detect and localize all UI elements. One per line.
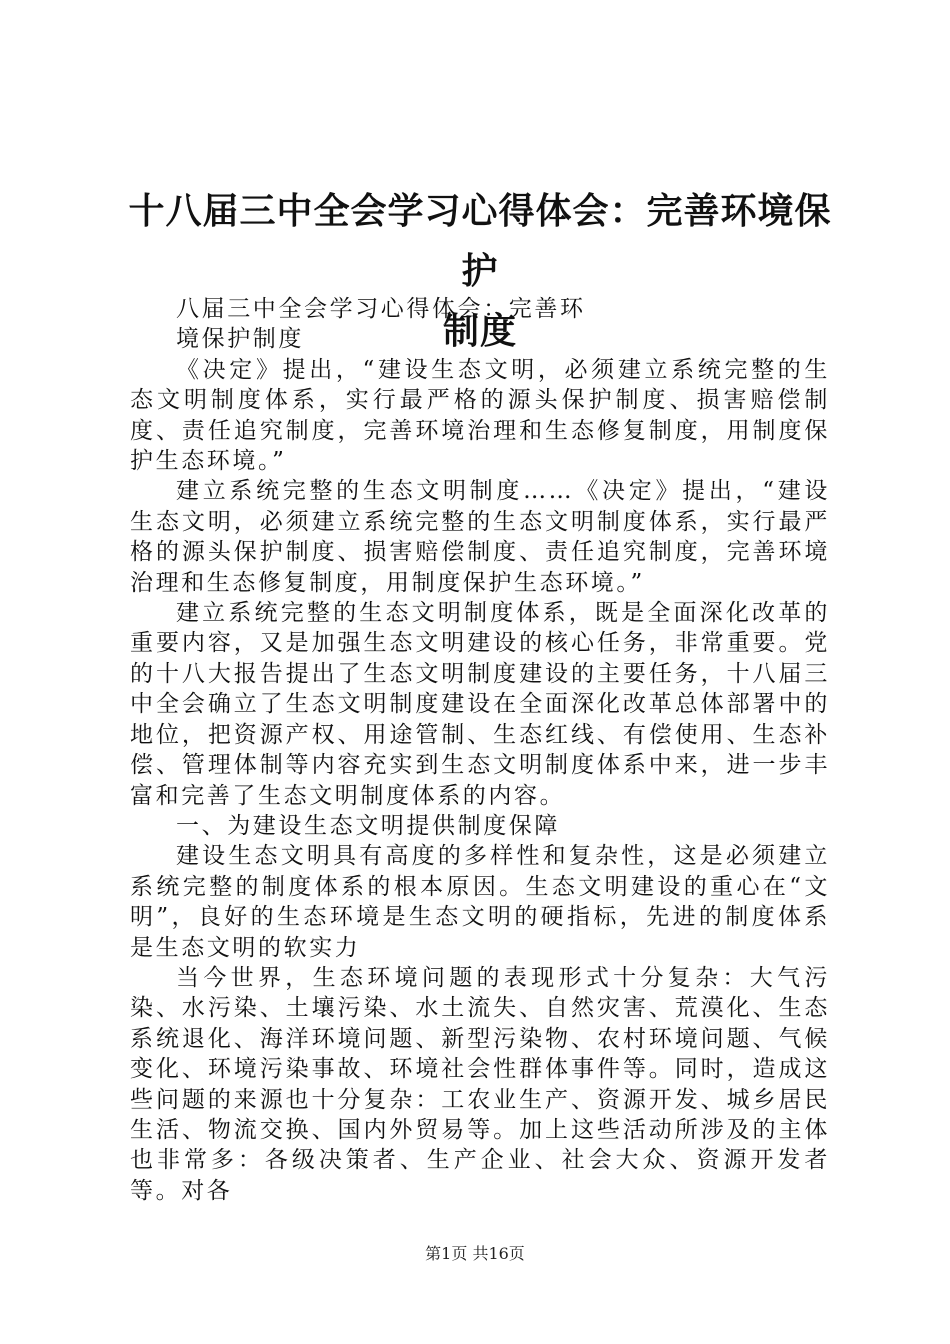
section-heading: 一、为建设生态文明提供制度保障 bbox=[176, 812, 560, 839]
subtitle-line-2: 境保护制度 bbox=[176, 326, 304, 353]
paragraph: 建立系统完整的生态文明制度体系，既是全面深化改革的重要内容，又是加强生态文明建设的核心任务，非常重要。党的十八大报告提出了生态文明制度建设的主要任务，十八届三中全会确立了生态文明制度建设在全面深化改革总体部署中的地位，把资源产权、用途管制、生态红线、有偿使用、生态补偿、管理体制等内容充实到生态文明制度体系中来，进一步丰富和完善了生态文明制度体系的内容。 bbox=[130, 600, 830, 809]
page-number-footer: 第1页 共16页 bbox=[425, 1244, 525, 1263]
paragraph: 建立系统完整的生态文明制度……《决定》提出，“建设生态文明，必须建立系统完整的生态文明制度体系，实行最严格的源头保护制度、损害赔偿制度、责任追究制度，完善环境治理和生态修复制度，用制度保护生态环境。” bbox=[130, 478, 830, 596]
subtitle-line-1: 八届三中全会学习心得体会：完善环 bbox=[176, 296, 586, 322]
paragraph: 当今世界，生态环境问题的表现形式十分复杂：大气污染、水污染、土壤污染、水土流失、自然灾害、荒漠化、生态系统退化、海洋环境问题、新型污染物、农村环境问题、气候变化、环境污染事故、环境社会性群体事件等。同时，造成这些问题的来源也十分复杂：工农业生产、资源开发、城乡居民生活、物流交换、国内外贸易等。加上这些活动所涉及的主体也非常多：各级决策者、生产企业、社会大众、资源开发者等。对各 bbox=[130, 964, 830, 1204]
document-body bbox=[130, 294, 830, 1206]
paragraph: 《决定》提出，“建设生态文明，必须建立系统完整的生态文明制度体系，实行最严格的源头保护制度、损害赔偿制度、责任追究制度，完善环境治理和生态修复制度，用制度保护生态环境。” bbox=[130, 356, 830, 475]
title-line-1: 十八届三中全会学习心得体会：完善环境保护 bbox=[128, 191, 832, 292]
paragraph: 建设生态文明具有高度的多样性和复杂性，这是必须建立系统完整的制度体系的根本原因。生态文明建设的重心在“文明”，良好的生态环境是生态文明的硬指标，先进的制度体系是生态文明的软实力 bbox=[130, 843, 830, 961]
title-line-2: 制度 bbox=[442, 311, 517, 352]
